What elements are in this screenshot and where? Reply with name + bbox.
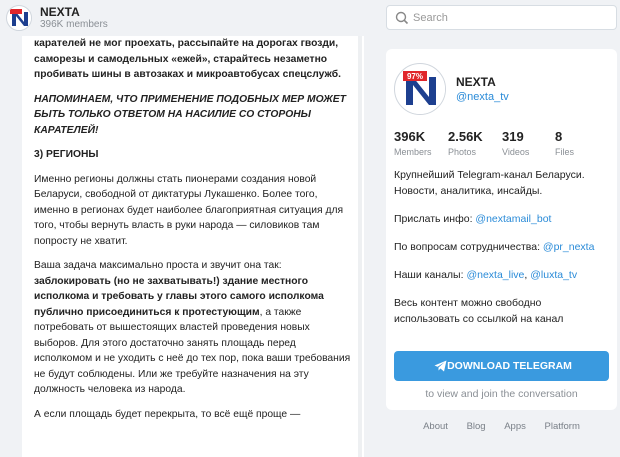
channels-row [394,267,609,283]
channel-logo[interactable] [6,5,32,31]
channel-link-live[interactable]: @nexta_live [466,269,525,281]
send-info-link[interactable]: @nextamail_bot [475,213,552,225]
channel-card [386,49,617,410]
coop-label: По вопросам сотрудничества: [394,241,543,253]
channel-stats [394,129,609,159]
p5-intro: Ваша задача максимально проста и звучит она так: [34,260,282,271]
download-button-label: DOWNLOAD TELEGRAM [447,360,572,372]
download-telegram-button[interactable] [394,351,609,381]
card-channel-handle[interactable]: @nexta_tv [456,91,509,103]
channel-description [394,167,609,339]
footer-about-link[interactable]: About [423,421,448,432]
post-paragraph-4: Именно регионы должны стать пионерами создания новой Беларуси, свободной от диктатуры Лукашенко. Более того, именно в регионах будет наиболее благоприятная ситуация для того, чтобы вернуть власть в руки народа — силовиков там попросту не хватит. [34,173,344,247]
coop-row [394,239,609,255]
stat-members[interactable] [394,129,432,157]
p5-rest: , а также потребовать от вышестоящих властей проведения новых выборов. Для этого достаточно занять площадь перед исполкомом и не уходить с неё до тех пор, пока ваши требования не будут соблюдены. Или же требуйте назначения на эту должность человека из народа. [34,306,351,395]
search-input[interactable] [413,9,611,26]
search-icon [395,11,409,25]
view-join-text: to view and join the conversation [425,388,578,400]
stat-label: Photos [448,147,477,157]
nexta-logo-icon [7,6,32,31]
stat-label: Videos [502,147,530,157]
send-info-label: Прислать инфо: [394,213,476,225]
scrollbar[interactable] [358,36,362,457]
card-channel-name: NEXTA [456,75,496,89]
telegram-plane-icon [434,360,447,372]
channel-title[interactable]: NEXTA [40,5,80,19]
stat-photos[interactable] [448,129,483,157]
message-bubble [22,36,364,457]
search-box[interactable] [386,5,617,30]
channel-avatar [394,63,446,115]
nexta-logo-icon [395,64,446,115]
stat-videos[interactable] [502,129,529,157]
section-heading: 3) РЕГИОНЫ [34,149,99,160]
send-info-row [394,211,609,227]
members-count: 396K members [40,19,108,30]
stat-label: Members [394,147,432,157]
coop-link[interactable]: @pr_nexta [542,241,595,253]
footer-blog-link[interactable]: Blog [466,421,486,432]
stat-value: 2.56K [448,129,483,144]
post-paragraph-1: карателей не мог проехать, рассыпайте на дорогах гвозди, саморезы и самодельных «ежей», старайтесь незаметно пробивать шины в автозаках и микроавтобусах спецслужб. [34,38,342,80]
copyright-text: Весь контент можно свободно использовать со ссылкой на канал [394,297,564,325]
stat-value: 8 [555,129,563,144]
footer-links [386,421,617,432]
channels-label: Наши каналы: [394,269,467,281]
logo-badge: 97% [406,72,424,81]
stat-value: 319 [502,129,524,144]
post-paragraph-2: НАПОМИНАЕМ, ЧТО ПРИМЕНЕНИЕ ПОДОБНЫХ МЕР МОЖЕТ БЫТЬ ТОЛЬКО ОТВЕТОМ НА НАСИЛИЕ СО СТОРОНЫ КАРАТЕЛЕЙ! [34,93,346,136]
stat-files[interactable] [555,129,574,157]
stat-value: 396K [394,129,426,144]
post-paragraph-5 [34,258,354,398]
footer-apps-link[interactable]: Apps [504,421,526,432]
header [0,0,620,36]
post-area [0,36,366,457]
footer-platform-link[interactable]: Platform [544,421,580,432]
stat-label: Files [555,147,575,157]
channel-link-luxta[interactable]: @luxta_tv [530,269,578,281]
p5-bold: заблокировать (но не захватывать!) здание местного исполкома и требовать у главы этого самого исполкома публично присоединиться к протестующим [34,275,324,318]
channels-separator: , [524,269,531,281]
post-paragraph-6: А если площадь будет перекрыта, то всё ещё проще — [34,408,301,420]
description-text: Крупнейший Telegram-канал Беларуси. Новости, аналитика, инсайды. [394,169,585,197]
